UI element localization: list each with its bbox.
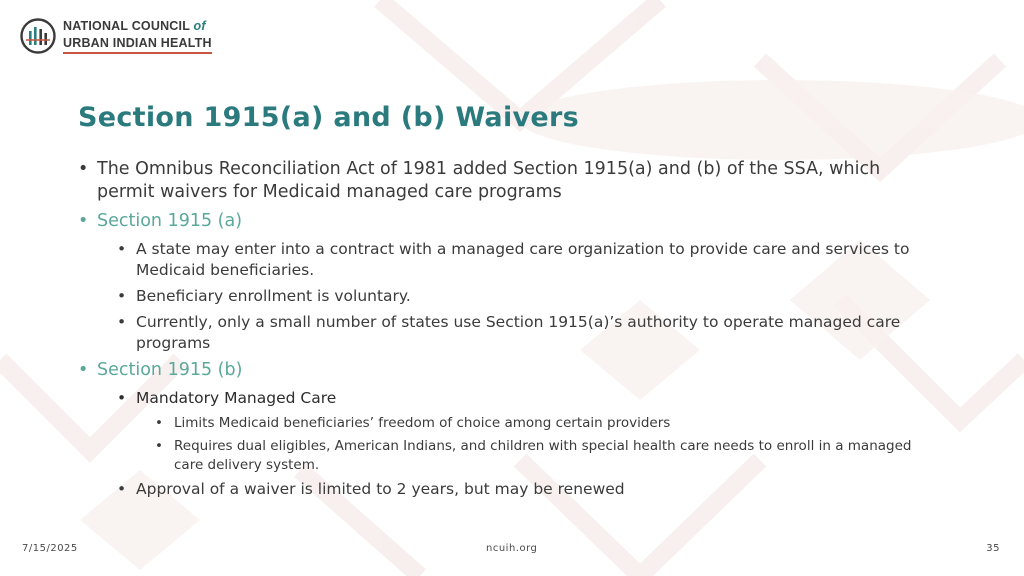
bullet-text: Section 1915 (a): [97, 211, 243, 231]
bullet-dot-icon: •: [117, 287, 127, 305]
footer-url-link[interactable]: ncuih.org: [486, 543, 538, 554]
logo-of-text: of: [193, 18, 206, 33]
bullet-section-1915a: [78, 210, 938, 233]
logo-title-line2: URBAN INDIAN HEALTH: [63, 36, 212, 54]
bullet-dot-icon: •: [117, 313, 127, 331]
bullet-dot-icon: •: [155, 415, 163, 431]
slide-body: [78, 158, 938, 505]
bullet-dot-icon: •: [117, 240, 127, 258]
ncuih-emblem-icon: [20, 18, 56, 54]
bullet-text: The Omnibus Reconciliation Act of 1981 added Section 1915(a) and (b) of the SSA, which permit waivers for Medicaid managed care programs: [97, 159, 881, 202]
bullet-text: Mandatory Managed Care: [136, 389, 337, 407]
organization-logo[interactable]: [20, 18, 212, 54]
bullet-approval-limit: [117, 479, 938, 500]
bullet-dot-icon: •: [78, 159, 89, 179]
logo-line1-text: NATIONAL COUNCIL: [63, 18, 190, 33]
bullet-text: Currently, only a small number of states use Section 1915(a)’s authority to operate managed care programs: [136, 313, 901, 352]
bullet-1915a-contract: [117, 239, 938, 281]
bullet-dot-icon: •: [117, 389, 127, 407]
bullet-text: Requires dual eligibles, American Indians, and children with special health care needs to enroll in a managed care delivery system.: [174, 438, 912, 473]
bullet-section-1915b: [78, 359, 938, 382]
bullet-text: Approval of a waiver is limited to 2 years, but may be renewed: [136, 480, 625, 498]
bullet-1915a-states: [117, 312, 938, 354]
bullet-dot-icon: •: [78, 211, 89, 231]
bullet-1915a-voluntary: [117, 286, 938, 307]
bullet-text: A state may enter into a contract with a managed care organization to provide care and services to Medicaid beneficiaries.: [136, 240, 910, 279]
bullet-limits-choice: [155, 414, 938, 433]
slide-title: Section 1915(a) and (b) Waivers: [78, 102, 580, 133]
bullet-text: Beneficiary enrollment is voluntary.: [136, 287, 411, 305]
bullet-dot-icon: •: [117, 480, 127, 498]
bullet-mandatory-managed-care: [117, 388, 938, 409]
logo-title-line1: [63, 19, 212, 34]
bullet-omnibus-act: [78, 158, 938, 204]
bullet-text: Limits Medicaid beneficiaries’ freedom of choice among certain providers: [174, 415, 671, 431]
slide-number: 35: [986, 543, 1000, 554]
bullet-text: Section 1915 (b): [97, 360, 243, 380]
bullet-requires-enrollment: [155, 437, 938, 475]
bullet-dot-icon: •: [78, 360, 89, 380]
footer-date: 7/15/2025: [22, 543, 78, 554]
bullet-dot-icon: •: [155, 438, 163, 454]
